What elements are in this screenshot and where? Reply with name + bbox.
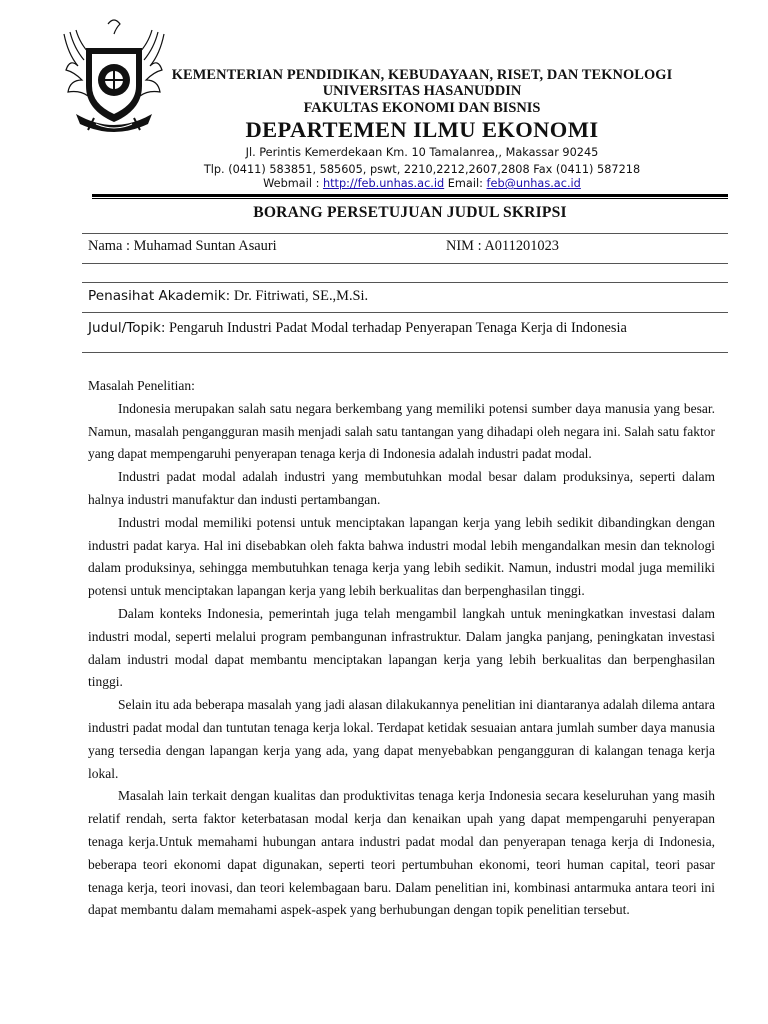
webmail-link[interactable]: http://feb.unhas.ac.id xyxy=(322,177,445,190)
name-label: Nama : xyxy=(88,238,130,254)
paragraph: Masalah lain terkait dengan kualitas dan produktivitas tenaga kerja Indonesia secara keseluruhan yang masih relatif rendah, serta faktor keterbatasan modal kerja dan kenaikan upah yang dapat mempengaruhi penyerapan tenaga kerja.Untuk memahami hubungan antara industri padat modal dan penyerapan tenaga kerja di Indonesia, beberapa teori ekonomi dapat digunakan, seperti teori pertumbuhan ekonomi, teori human capital, teori pasar tenaga kerja, teori inovasi, dan teori kelembagaan baru. Dalam penelitian ini, kombinasi antarmuka antara teori ini dapat membantu dalam memahami aspek-aspek yang berhubungan dengan topik penelitian tersebut. xyxy=(88,788,715,918)
section-label: Masalah Penelitian: xyxy=(88,378,195,393)
address-line: Jl. Perintis Kemerdekaan Km. 10 Tamalanrea,, Makassar 90245 xyxy=(245,146,599,159)
nim-field xyxy=(446,238,559,255)
department-name: DEPARTEMEN ILMU EKONOMI xyxy=(245,117,599,142)
faculty-name: FAKULTAS EKONOMI DAN BISNIS xyxy=(303,100,541,116)
ministry-name: KEMENTERIAN PENDIDIKAN, KEBUDAYAAN, RISET, DAN TEKNOLOGI xyxy=(171,67,673,83)
email-link[interactable]: feb@unhas.ac.id xyxy=(486,177,581,190)
divider xyxy=(82,312,728,313)
divider xyxy=(82,233,728,234)
email-label: Email: xyxy=(447,177,483,190)
topic-label: Judul/Topik: xyxy=(88,320,166,336)
advisor-field xyxy=(88,288,368,305)
paragraph: Dalam konteks Indonesia, pemerintah juga telah mengambil langkah untuk meningkatkan investasi dalam industri modal, seperti melalui program pembangunan infrastruktur. Dalam jangka panjang, peningkatan investasi dalam industri modal dapat membantu menciptakan lapangan kerja yang lebih berkualitas dan berpenghasilan tinggi. xyxy=(88,605,715,690)
webmail-label: Webmail : xyxy=(263,177,320,190)
divider xyxy=(82,352,728,353)
paragraph: Indonesia merupakan salah satu negara berkembang yang memiliki potensi sumber daya manusia yang besar. Namun, masalah pengangguran masih menjadi salah satu tantangan yang dihadapi oleh negara ini. Salah satu faktor yang dapat mempengaruhi penyerapan tenaga kerja di Indonesia adalah industri padat modal. xyxy=(88,400,715,462)
divider xyxy=(82,282,728,283)
nim-value: A011201023 xyxy=(484,238,560,254)
advisor-label: Penasihat Akademik: xyxy=(88,288,231,304)
form-title: BORANG PERSETUJUAN JUDUL SKRIPSI xyxy=(253,204,567,221)
letterhead-divider xyxy=(92,194,728,197)
topic-field xyxy=(88,320,627,337)
university-name: UNIVERSITAS HASANUDDIN xyxy=(322,83,522,99)
phone-line: Tlp. (0411) 583851, 585605, pswt, 2210,2212,2607,2808 Fax (0411) 587218 xyxy=(203,163,641,176)
nim-label: NIM : xyxy=(446,238,482,254)
advisor-value: Dr. Fitriwati, SE.,M.Si. xyxy=(233,288,369,304)
divider xyxy=(82,263,728,264)
name-value: Muhamad Suntan Asauri xyxy=(133,238,277,254)
paragraph: Industri padat modal adalah industri yang membutuhkan modal besar dalam produksinya, seperti dalam halnya industri manufaktur dan industi pertambangan. xyxy=(88,469,715,507)
contact-line xyxy=(128,177,716,190)
paragraph: Industri modal memiliki potensi untuk menciptakan lapangan kerja yang lebih sedikit dibandingkan dengan industri padat karya. Hal ini disebabkan oleh fakta bahwa industri modal lebih mengandalkan mesin dan teknologi dalam produksinya, sehingga membutuhkan tenaga kerja yang lebih sedikit. Namun, industri modal juga memiliki potensi untuk menciptakan lapangan kerja yang lebih berkualitas dan berpenghasilan tinggi. xyxy=(88,514,715,599)
paragraph: Selain itu ada beberapa masalah yang jadi alasan dilakukannya penelitian ini diantaranya adalah dilema antara industri padat modal dan tuntutan tenaga kerja lokal. Terdapat ketidak sesuaian antara jumlah sumber daya manusia yang tersedia dengan lapangan kerja yang ada, yang dapat menyebabkan pengangguran di kalangan tenaga kerja lokal. xyxy=(88,697,715,781)
research-problem-section xyxy=(88,375,715,922)
letterhead-divider-thin xyxy=(92,198,728,199)
student-name-field xyxy=(88,238,277,255)
topic-value: Pengaruh Industri Padat Modal terhadap Penyerapan Tenaga Kerja di Indonesia xyxy=(169,320,627,336)
